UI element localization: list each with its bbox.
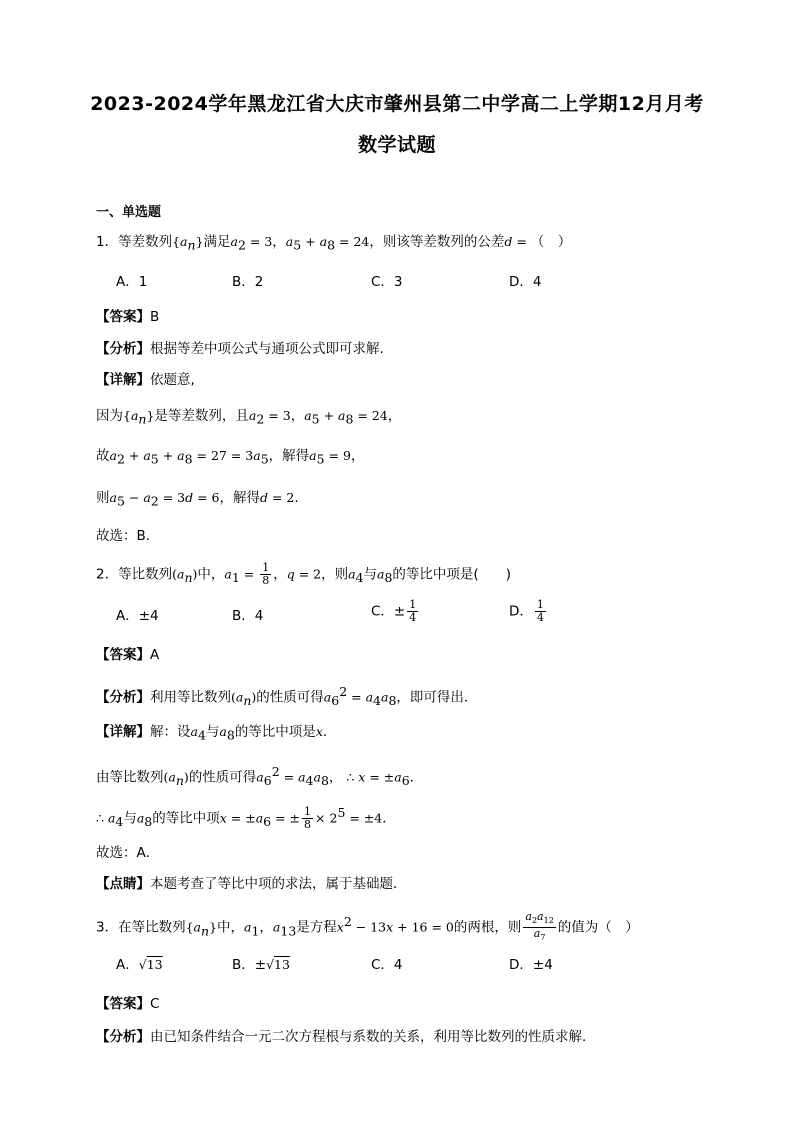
q3-analysis: 【分析】由已知条件结合一元二次方程根与系数的关系，利用等比数列的性质求解． [96, 1029, 596, 1045]
q1-analysis: 【分析】根据等差中项公式与通项公式即可求解. [96, 341, 384, 357]
q1-stem: 1．等差数列$\{a_n\}$满足$a_2 = 3$，$a_5 + a_8 = 24$，则该等差数列的公差d = （ ） [96, 234, 572, 253]
q1-option-d: D．4 [509, 274, 542, 290]
q1-step-3: 则$a_5 - a_2 = 3d = 6$，解得d = 2. [96, 490, 299, 509]
q2-analysis: 【分析】利用等比数列$(a_n)$的性质可得$a_6^2 = a_4a_8$，即可得出． [96, 684, 478, 709]
q2-option-a: A．±4 [116, 608, 159, 624]
q2-option-d: D． $\frac{1}{4}$ [509, 598, 544, 624]
q3-option-a: A．√13 [116, 957, 163, 973]
q2-detail: 【详解】解：设$a_4$与$a_8$的等比中项是x． [96, 724, 337, 743]
document-subtitle: 数学试题 [357, 134, 436, 156]
q1-option-c: C．3 [371, 274, 403, 290]
q3-answer: 【答案】C [96, 996, 160, 1012]
q1-detail: 【详解】依题意, [96, 372, 195, 388]
section-heading: 一、单选题 [96, 205, 162, 220]
q3-stem: 3．在等比数列$\{a_n\}$中，$a_1$，$a_{13}$是方程$x^2 - 13x + 16 = 0$的两根，则 $\frac{a_2a_{12}}{a_7}$ 的值为（ ） [96, 910, 639, 943]
q3-option-d: D．±4 [509, 957, 553, 973]
q1-option-a: A．1 [116, 274, 148, 290]
q1-step-2: 故$a_2 + a_5 + a_8 = 27 = 3a_5$，解得$a_5 = 9$， [96, 448, 365, 467]
fraction-a2a12-a7: $\frac{a_2a_{12}}{a_7}$ [525, 910, 554, 943]
q1-step-1: 因为$\{a_n\}$是等差数列，且$a_2 = 3$，$a_5 + a_8 = 24$， [96, 408, 402, 427]
q1-choice: 故选：B. [96, 528, 151, 544]
fraction-1-8: $\frac{1}{8}$ [262, 561, 270, 587]
q2-option-b: B．4 [232, 608, 264, 624]
q2-stem: 2．等比数列$(a_n)$中，$a_1$ = $\frac{1}{8}$ ，q = 2，则$a_4$与$a_8$的等比中项是( ) [96, 561, 511, 587]
q2-property: 由等比数列$(a_n)$的性质可得$a_6^2 = a_4a_8$， ∴ $x = \pm a_6$． [96, 764, 424, 789]
q2-option-c: C．± $\frac{1}{4}$ [371, 598, 417, 624]
q2-conclusion: ∴ $a_4$与$a_8$的等比中项$x = \pm a_6$ = ± $\frac{1}{8}$ × $2^5 = \pm 4$． [96, 805, 396, 831]
q2-comment: 【点睛】本题考查了等比中项的求法，属于基础题． [96, 876, 407, 892]
q2-choice: 故选：A． [96, 845, 160, 861]
q3-option-c: C．4 [371, 957, 403, 973]
q1-answer: 【答案】B [96, 309, 160, 325]
document-title: 2023-2024学年黑龙江省大庆市肇州县第二中学高二上学期12月月考 [90, 93, 704, 115]
q2-answer: 【答案】A [96, 647, 160, 663]
q1-option-b: B．2 [232, 274, 264, 290]
q3-option-b: B．±√13 [232, 957, 290, 973]
